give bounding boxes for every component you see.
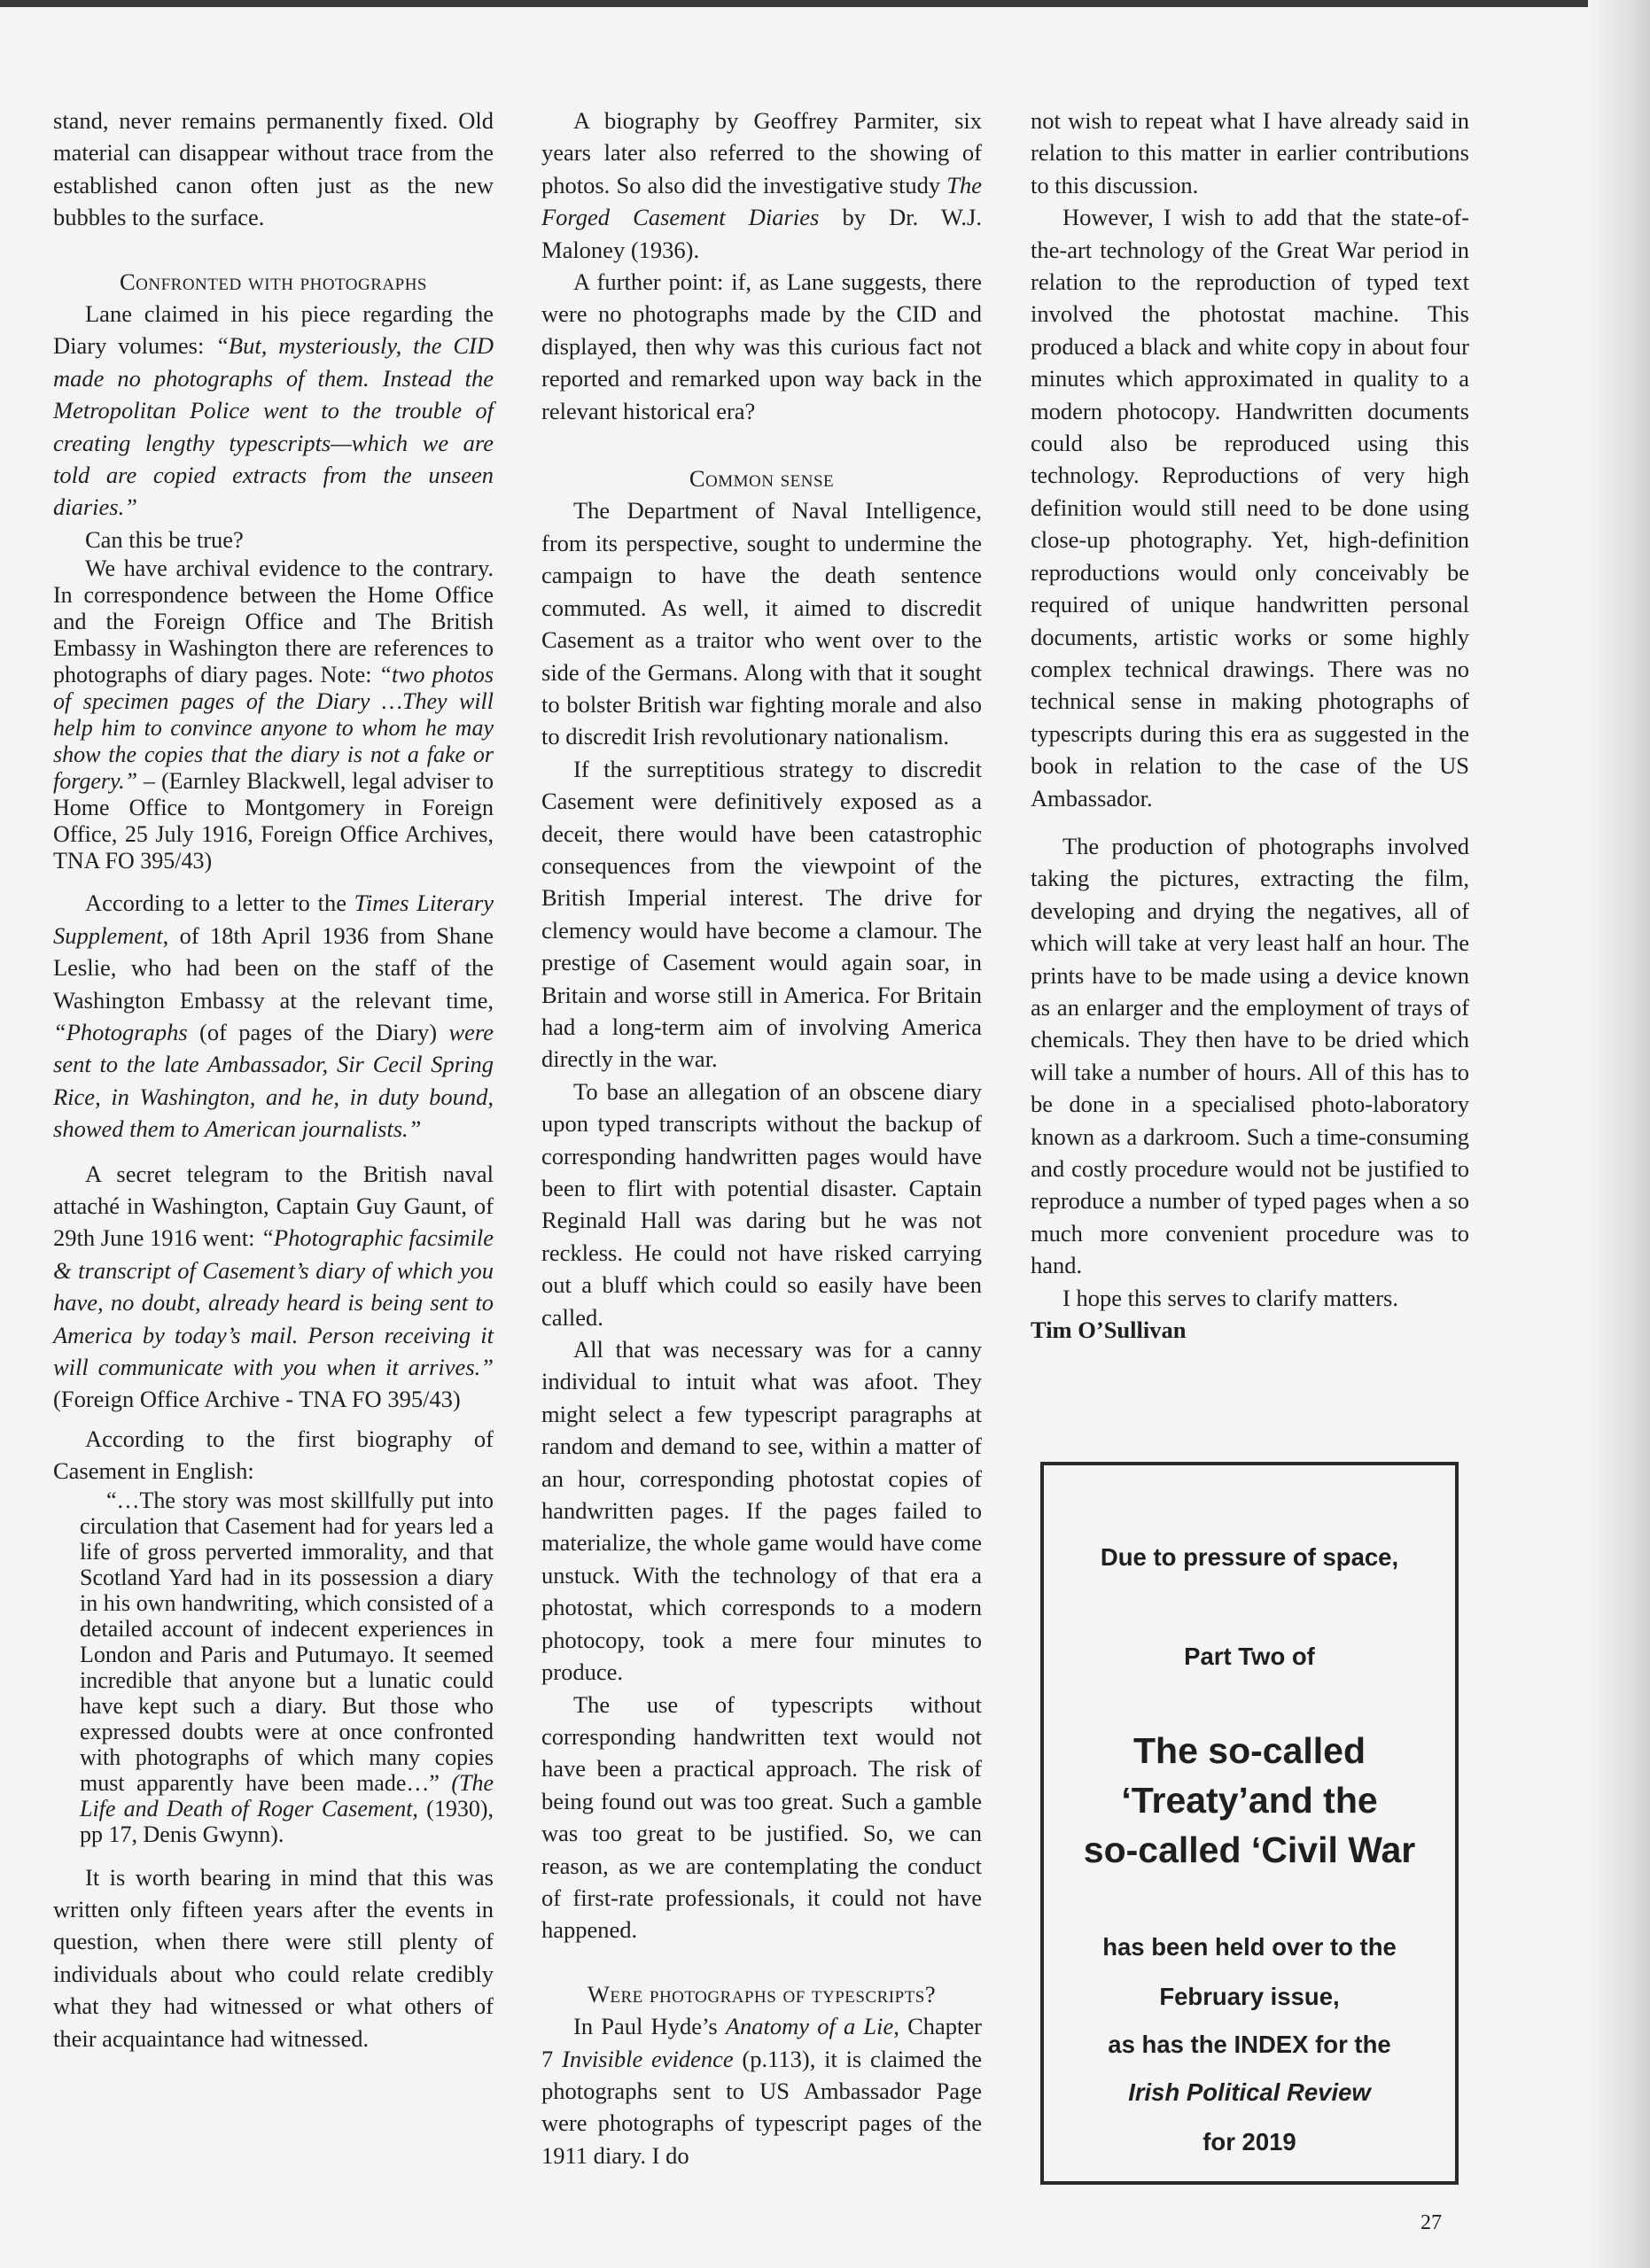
- column-3: [1031, 105, 1469, 1346]
- paragraph-archival-evidence: We have archival evidence to the contrary. In correspondence between the Home Office and the Foreign Office and The British Embassy in Washington there are references to photographs of diary pages. Note: “two photos of specimen pages of the Diary …They will help him to convince anyone to whom he may show the copies that the diary is not a fake or forgery.” – (Earnley Blackwell, legal adviser to Home Office to Montgomery in Foreign Office, 25 July 1916, Foreign Office Archives, TNA FO 395/43): [53, 555, 494, 874]
- notice-line-february: February issue,: [1159, 1983, 1340, 2010]
- page-top-edge: [0, 0, 1650, 7]
- paragraph-production-of-photographs: The production of photographs involved taking the pictures, extracting the film, developing and drying the negatives, all of which will take at very least half an hour. The prints have to be made using a device known as an enlarger and the employment of trays of chemicals. They then have to be dried which will take a number of hours. All of this has to be done in a specialised photo-laboratory known as a darkroom. Such a time-consuming and costly procedure would not be justified to reproduce a number of typed pages when a so much more convenient procedure was to hand.: [1031, 832, 1469, 1279]
- notice-line-held-over: has been held over to the: [1102, 1933, 1397, 1961]
- paragraph-naval-intelligence: The Department of Naval Intelligence, from its perspective, sought to undermine the campaign to have the death sentence commuted. As well, it aimed to discredit Casement as a traitor who went over to the side of the Germans. Along with that it sought to bolster British war fighting morale and also to discredit Irish revolutionary nationalism.: [541, 497, 982, 750]
- paragraph-worth-bearing: It is worth bearing in mind that this was written only fifteen years after the events in question, when there were still plenty of individuals about who could relate credibly what they had witnessed or what others of their acquaintance had witnessed.: [53, 1863, 494, 2052]
- paragraph-use-of-typescripts: The use of typescripts without corresponding handwritten text would not have been a practical approach. The risk of being found out was too great. Such a gamble was too great to be justified. So, we can reason, as we are contemplating the conduct of first-rate professionals, it could not have happened.: [541, 1690, 982, 1944]
- paragraph-parmiter: A biography by Geoffrey Parmiter, six years later also referred to the showing of photos. So also did the investigative study The Forged Casement Diaries by Dr. W.J. Maloney (1936).: [541, 107, 982, 263]
- paragraph-hope: I hope this serves to clarify matters.: [1062, 1284, 1398, 1311]
- paragraph-not-wish-to-repeat: not wish to repeat what I have already said in relation to this matter in earlier contributions to this discussion.: [1031, 107, 1469, 198]
- notice-title-line-1: The so-called: [1132, 1730, 1366, 1771]
- heading-common-sense: Common sense: [689, 465, 835, 493]
- page-binding-shadow: [1588, 0, 1650, 2268]
- notice-box: [1040, 1462, 1459, 2185]
- notice-line-pressure: Due to pressure of space,: [1100, 1543, 1399, 1571]
- paragraph-surreptitious: If the surreptitious strategy to discredit Casement were definitively exposed as a deceit, there would have been catastrophic consequences from the viewpoint of the British Imperial interest. The drive for clemency would have become a clamour. The prestige of Casement would again soar, in Britain and worse still in America. For Britain had a long-term aim of involving America directly in the war.: [541, 755, 982, 1073]
- notice-line-index: as has the INDEX for the: [1108, 2031, 1391, 2058]
- blockquote-gwynn: “…The story was most skillfully put into circulation that Casement had for years led a life of gross perverted immorality, and that Scotland Yard had in its possession a diary in his own handwriting, which consisted of a detailed account of indecent experiences in London and Paris and Putumayo. It seemed incredible that anyone but a lunatic could have kept such a diary. But those who expressed doubts were at once confronted with photographs of which many copies must apparently have been made…” (The Life and Death of Roger Casement, (1930), pp 17, Denis Gwynn).: [80, 1487, 494, 1847]
- page-number: 27: [1420, 2211, 1442, 2234]
- notice-line-part-two: Part Two of: [1184, 1643, 1315, 1670]
- paragraph-however: However, I wish to add that the state-of-the-art technology of the Great War period in relation to the reproduction of typed text involved the photostat machine. This produced a black and white copy in about four minutes which approximated in quality to a modern photocopy. Handwritten documents could also be reproduced using this technology. Reproductions of very high definition would still need to be done using close-up photography. Yet, high-definition reproductions would only conceivably be required of unique handwritten personal documents, artistic works or some highly complex technical drawings. There was no technical sense in making photographs of typescripts during this era as suggested in the book in relation to the case of the US Ambassador.: [1031, 204, 1469, 812]
- notice-line-year: for 2019: [1202, 2128, 1296, 2155]
- author-signature: Tim O’Sullivan: [1031, 1317, 1187, 1344]
- column-2: [541, 105, 982, 2171]
- paragraph-secret-telegram: A secret telegram to the British naval attaché in Washington, Captain Guy Gaunt, of 29th June 1916 went: “Photographic facsimile & transcript of Casement’s diary of which you have, no doubt, already heard is being sent to America by today’s mail. Person receiving it will communicate with you when it arrives.” (Foreign Office Archive - TNA FO 395/43): [53, 1160, 494, 1413]
- heading-were-photographs: Were photographs of typescripts?: [587, 1980, 937, 2008]
- paragraph-further-point: A further point: if, as Lane suggests, there were no photographs made by the CID and displayed, then why was this curious fact not reported and remarked upon way back in the relevant historical era?: [541, 268, 982, 424]
- column-1: [53, 105, 494, 2054]
- notice-line-publication: Irish Political Review: [1128, 2078, 1371, 2106]
- paragraph-letter-tls: According to a letter to the Times Literary Supplement, of 18th April 1936 from Shane Leslie, who had been on the staff of the Washington Embassy at the relevant time, “Photographs (of pages of the Diary) were sent to the late Ambassador, Sir Cecil Spring Rice, in Washington, and he, in duty bound, showed them to American journalists.”: [53, 889, 494, 1143]
- paragraph-paul-hyde: In Paul Hyde’s Anatomy of a Lie, Chapter 7 Invisible evidence (p.113), it is claimed the photographs sent to US Ambassador Page were photographs of typescript pages of the 1911 diary. I do: [541, 2013, 982, 2169]
- heading-confronted-with-photographs: Confronted with photographs: [119, 268, 428, 295]
- paragraph-can-this-be-true: Can this be true?: [85, 525, 244, 553]
- paragraph-obscene-diary: To base an allegation of an obscene diary upon typed transcripts without the backup of corresponding handwritten pages would have been to flirt with potential disaster. Captain Reginald Hall was daring but he was not reckless. He could not have risked carrying out a bluff which could so easily have been called.: [541, 1077, 982, 1331]
- notice-title-line-2: ‘Treaty’and the: [1121, 1780, 1378, 1821]
- paragraph-lane: Lane claimed in his piece regarding the Diary volumes: “But, mysteriously, the CID made no photographs of them. Instead the Metropolitan Police went to the trouble of creating lengthy typescripts—which we are told are copied extracts from the unseen diaries.”: [53, 300, 494, 521]
- paragraph-opening: stand, never remains permanently fixed. Old material can disappear without trace from the established canon often just as the new bubbles to the surface.: [53, 107, 494, 231]
- paragraph-first-biography: According to the first biography of Casement in English:: [53, 1425, 494, 1485]
- paragraph-canny-individual: All that was necessary was for a canny individual to intuit what was afoot. They might select a few typescript paragraphs at random and demand to see, within a matter of an hour, corresponding photostat copies of handwritten pages. If the pages failed to materialize, the whole game would have come unstuck. With the technology of that era a photostat, which corresponds to a modern photocopy, took a mere four minutes to produce.: [541, 1336, 982, 1686]
- notice-title-line-3: so-called ‘Civil War: [1083, 1829, 1416, 1870]
